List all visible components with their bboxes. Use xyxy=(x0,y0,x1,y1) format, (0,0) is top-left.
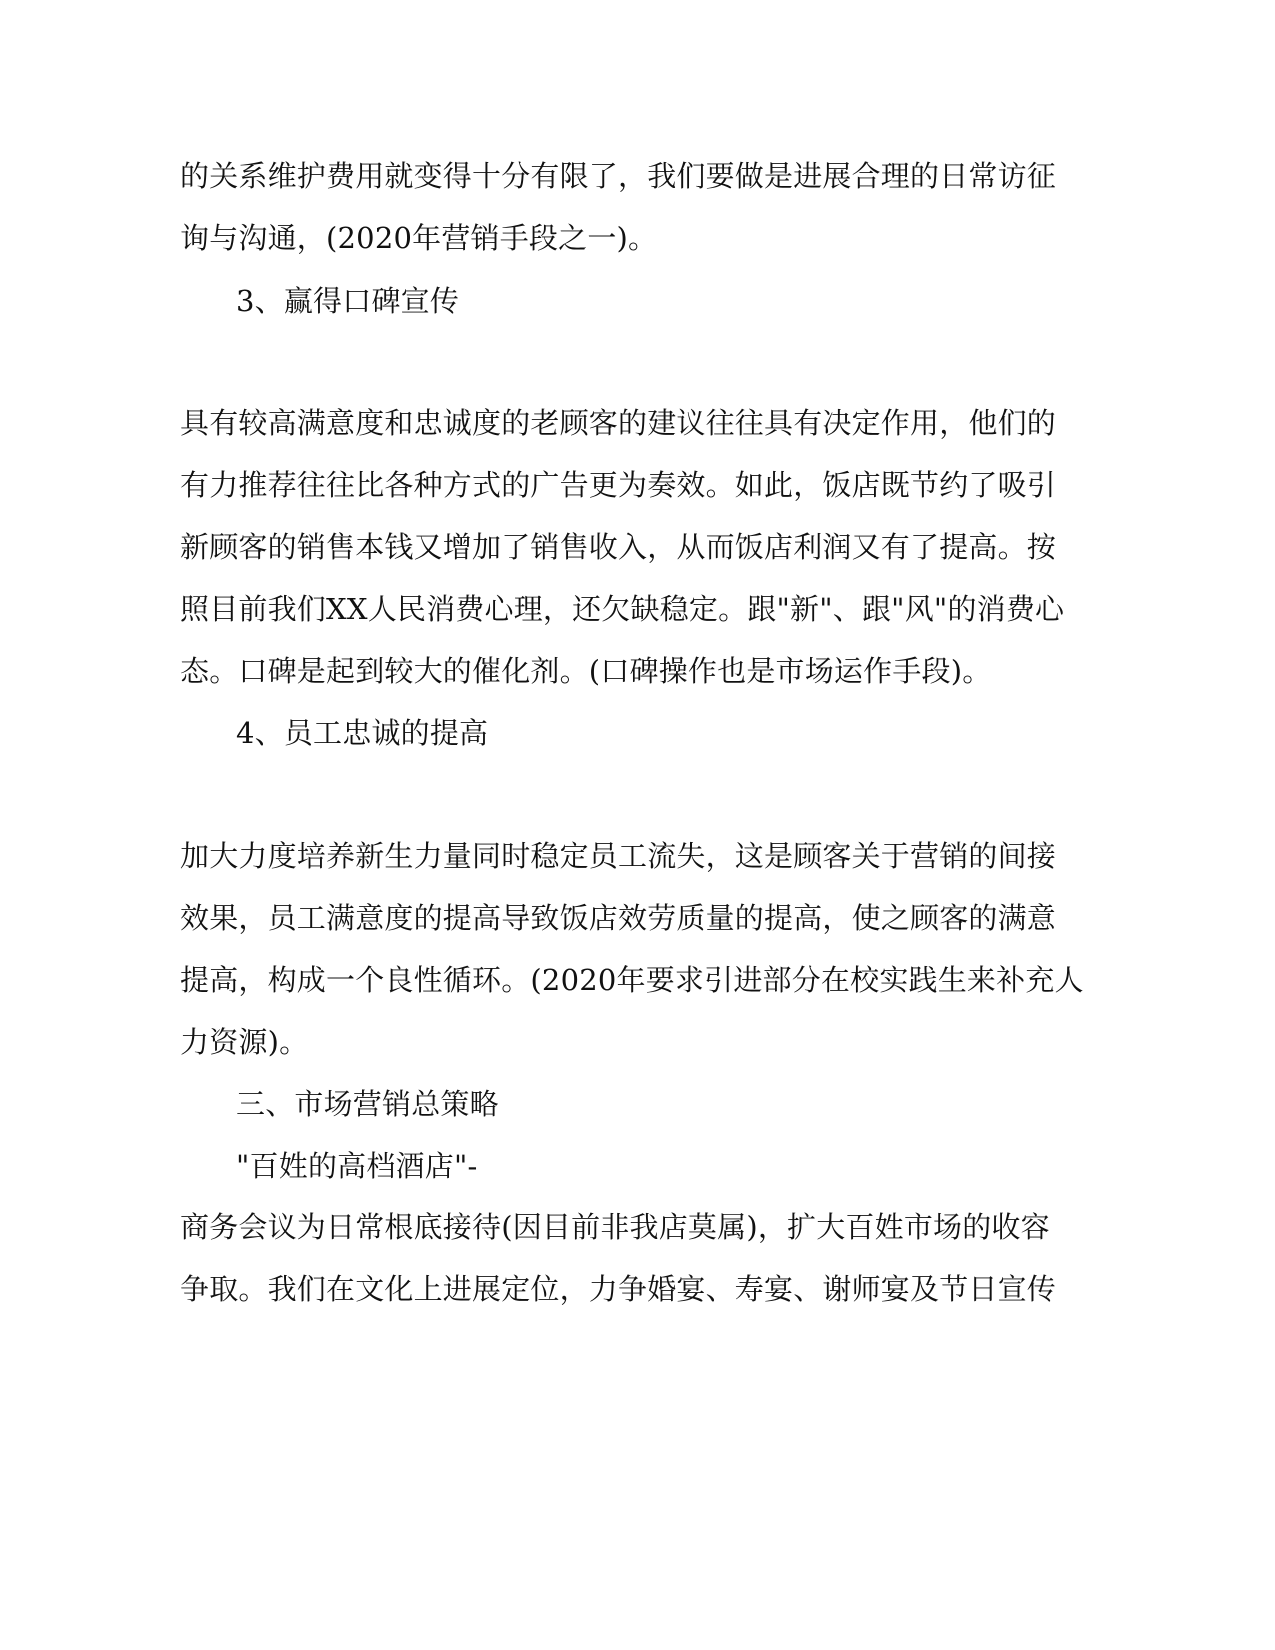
text-line: 照目前我们XX人民消费心理，还欠缺稳定。跟"新"、跟"风"的消费心 xyxy=(180,592,1065,626)
text-line: 加大力度培养新生力量同时稳定员工流失，这是顾客关于营销的间接 xyxy=(180,839,1057,873)
slogan-line: "百姓的高档酒店"- xyxy=(236,1149,478,1183)
text-line: 询与沟通，(2020年营销手段之一)。 xyxy=(180,221,658,255)
text-line: 具有较高满意度和忠诚度的老顾客的建议往往具有决定作用，他们的 xyxy=(180,406,1057,440)
text-line: 效果，员工满意度的提高导致饭店效劳质量的提高，使之顾客的满意 xyxy=(180,901,1057,935)
text-line: 新顾客的销售本钱又增加了销售收入，从而饭店利润又有了提高。按 xyxy=(180,530,1057,564)
text-line: 商务会议为日常根底接待(因目前非我店莫属)，扩大百姓市场的收容 xyxy=(180,1210,1050,1244)
section-heading: 4、员工忠诚的提高 xyxy=(236,716,489,750)
text-line: 有力推荐往往比各种方式的广告更为奏效。如此，饭店既节约了吸引 xyxy=(180,468,1057,502)
section-heading: 三、市场营销总策略 xyxy=(236,1087,499,1121)
section-heading: 3、赢得口碑宣传 xyxy=(236,284,460,318)
text-line: 力资源)。 xyxy=(180,1025,309,1059)
text-line: 态。口碑是起到较大的催化剂。(口碑操作也是市场运作手段)。 xyxy=(180,654,992,688)
text-line: 争取。我们在文化上进展定位，力争婚宴、寿宴、谢师宴及节日宣传 xyxy=(180,1272,1057,1306)
text-line: 提高，构成一个良性循环。(2020年要求引进部分在校实践生来补充人 xyxy=(180,963,1084,997)
text-line: 的关系维护费用就变得十分有限了，我们要做是进展合理的日常访征 xyxy=(180,159,1057,193)
